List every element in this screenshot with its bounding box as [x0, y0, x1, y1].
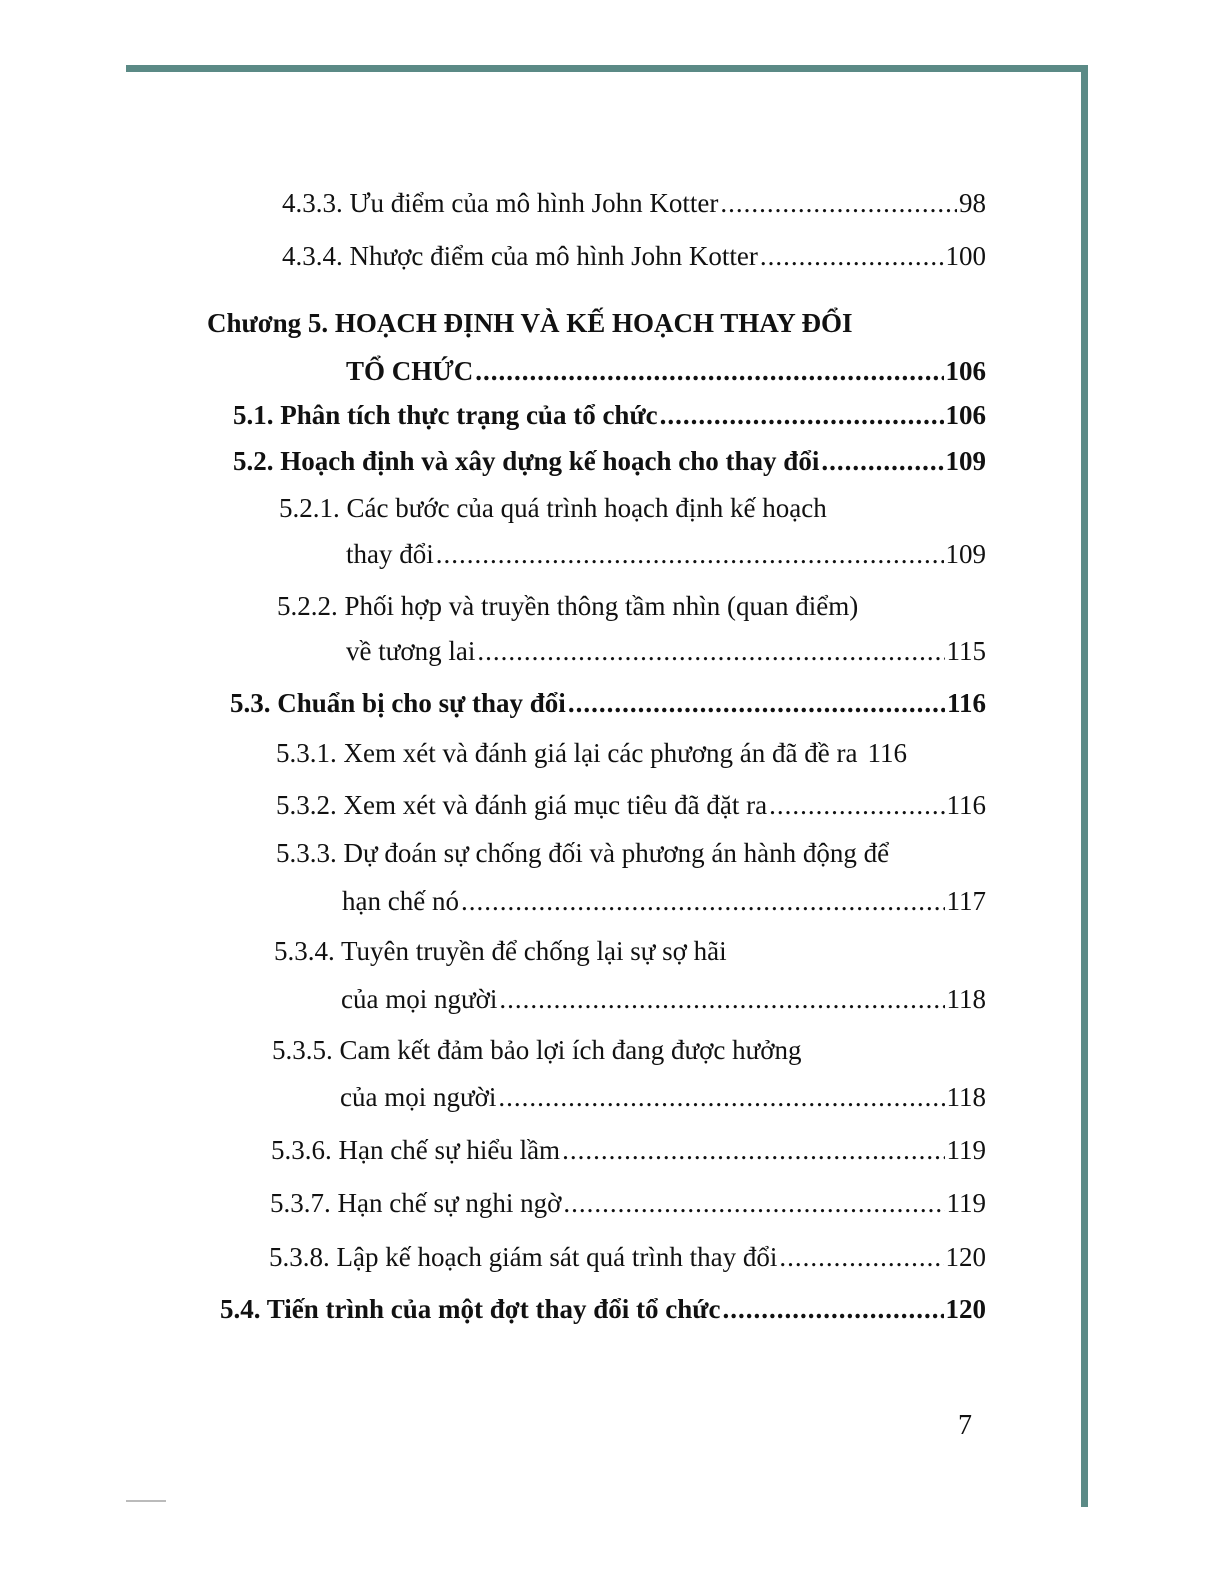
- dot-leader: [769, 788, 944, 822]
- toc-entry-title: 5.3. Chuẩn bị cho sự thay đổi: [230, 688, 566, 718]
- dot-leader: [499, 982, 944, 1016]
- toc-entry-title: 5.2. Hoạch định và xây dựng kế hoạch cho thay đổi: [233, 446, 820, 476]
- toc-page-number: 98: [959, 188, 986, 218]
- toc-entry-5-2-1[interactable]: [346, 537, 986, 571]
- dot-leader: [477, 634, 944, 668]
- toc-entry-title: 5.3.2. Xem xét và đánh giá mục tiêu đã đặt ra: [276, 790, 768, 820]
- toc-page-number: 119: [946, 1135, 986, 1165]
- toc-page-number: 118: [946, 984, 986, 1014]
- toc-chapter-5-line1[interactable]: Chương 5. HOẠCH ĐỊNH VÀ KẾ HOẠCH THAY ĐỔI: [207, 308, 853, 338]
- dot-leader: [498, 1080, 944, 1114]
- toc-page-number: 100: [945, 241, 986, 271]
- toc-entry-title: 5.3.6. Hạn chế sự hiểu lầm: [271, 1135, 561, 1165]
- toc-entry-5-3-2[interactable]: [276, 788, 986, 822]
- dot-leader: [568, 686, 945, 720]
- toc-chapter-5[interactable]: [346, 354, 986, 388]
- toc-entry-title: 5.1. Phân tích thực trạng của tổ chức: [233, 400, 658, 430]
- toc-entry-5-3-4[interactable]: [341, 982, 986, 1016]
- top-border-rule: [126, 65, 1088, 72]
- bottom-left-mark: [126, 1500, 166, 1502]
- toc-page-number: 106: [945, 356, 986, 386]
- toc-entry-title: về tương lai: [346, 636, 476, 666]
- toc-entry-4-3-3[interactable]: [282, 186, 986, 220]
- dot-leader: [821, 444, 943, 478]
- toc-page-number: 116: [867, 738, 907, 768]
- toc-page-number: 116: [946, 790, 986, 820]
- toc-entry-5-3-3-line1[interactable]: 5.3.3. Dự đoán sự chống đối và phương án hành động để: [276, 838, 890, 868]
- toc-page-number: 109: [945, 539, 986, 569]
- toc-page-number: 117: [946, 886, 986, 916]
- toc-page-number: 120: [945, 1242, 986, 1272]
- toc-page-number: 115: [946, 636, 986, 666]
- dot-leader: [436, 537, 944, 571]
- toc-entry-5-3-4-line1[interactable]: 5.3.4. Tuyên truyền để chống lại sự sợ hãi: [274, 936, 727, 966]
- toc-entry-5-2-2-line1[interactable]: 5.2.2. Phối hợp và truyền thông tầm nhìn (quan điểm): [277, 591, 859, 621]
- toc-page-number: 120: [945, 1294, 986, 1324]
- toc-entry-title: 5.4. Tiến trình của một đợt thay đổi tổ chức: [220, 1294, 721, 1324]
- toc-entry-4-3-4[interactable]: [282, 239, 986, 273]
- toc-entry-title: của mọi người: [340, 1082, 497, 1112]
- toc-page-number: 119: [946, 1188, 986, 1218]
- toc-entry-title: 5.3.7. Hạn chế sự nghi ngờ: [270, 1188, 562, 1218]
- dot-leader: [660, 398, 944, 432]
- toc-entry-5-3[interactable]: [230, 686, 986, 720]
- toc-entry-5-2[interactable]: [233, 444, 986, 478]
- toc-entry-title: 5.3.8. Lập kế hoạch giám sát quá trình thay đổi: [269, 1242, 778, 1272]
- toc-page-number: 109: [945, 446, 986, 476]
- toc-entry-5-2-1-line1[interactable]: 5.2.1. Các bước của quá trình hoạch định kế hoạch: [279, 493, 827, 523]
- toc-entry-5-3-5-line1[interactable]: 5.3.5. Cam kết đảm bảo lợi ích đang được hưởng: [272, 1035, 802, 1065]
- toc-entry-title: của mọi người: [341, 984, 498, 1014]
- toc-entry-5-2-2[interactable]: [346, 634, 986, 668]
- toc-entry-title: thay đổi: [346, 539, 434, 569]
- dot-leader: [779, 1240, 943, 1274]
- dot-leader: [562, 1133, 944, 1167]
- toc-entry-5-3-1[interactable]: [276, 736, 986, 770]
- dot-leader: [760, 239, 944, 273]
- toc-entry-5-3-3[interactable]: [342, 884, 986, 918]
- right-border-rule: [1081, 65, 1088, 1507]
- toc-entry-title: TỔ CHỨC: [346, 356, 474, 386]
- toc-entry-5-3-6[interactable]: [271, 1133, 986, 1167]
- toc-page-number: 106: [945, 400, 986, 430]
- page-number: 7: [958, 1410, 972, 1441]
- toc-entry-5-3-7[interactable]: [270, 1186, 986, 1220]
- toc-entry-5-1[interactable]: [233, 398, 986, 432]
- toc-entry-title: 4.3.3. Ưu điểm của mô hình John Kotter: [282, 188, 719, 218]
- toc-page-number: 116: [946, 688, 986, 718]
- toc-entry-5-3-5[interactable]: [340, 1080, 986, 1114]
- toc-entry-title: 5.3.1. Xem xét và đánh giá lại các phương án đã đề ra: [276, 738, 858, 768]
- toc-entry-5-4[interactable]: [220, 1292, 986, 1326]
- dot-leader: [563, 1186, 944, 1220]
- toc-entry-title: hạn chế nó: [342, 886, 459, 916]
- toc-entry-5-3-8[interactable]: [269, 1240, 986, 1274]
- dot-leader: [475, 354, 943, 388]
- dot-leader: [720, 186, 957, 220]
- toc-page-number: 118: [946, 1082, 986, 1112]
- toc-entry-title: 4.3.4. Nhược điểm của mô hình John Kotter: [282, 241, 758, 271]
- dot-leader: [722, 1292, 943, 1326]
- dot-leader: [461, 884, 945, 918]
